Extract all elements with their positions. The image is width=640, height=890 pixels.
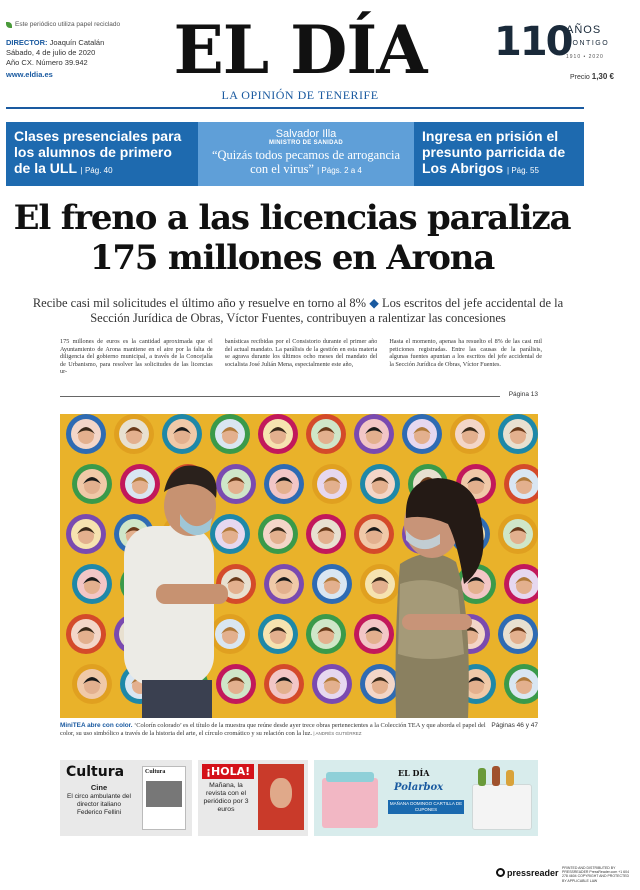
teaser-illa[interactable] xyxy=(198,122,414,186)
photo-illustration xyxy=(60,414,538,718)
pressreader-footer xyxy=(496,862,636,886)
caption-page-ref[interactable]: Páginas 46 y 47 xyxy=(491,722,538,729)
bottle-icon xyxy=(478,768,486,786)
cooler-white-image xyxy=(472,784,532,830)
article-column-1: 175 millones de euros es la cantidad aproximada que el Ayuntamiento de Arona mantiene en el aire por la falta de diligencia del gobierno municipal, a través de la Concejalía de Urbanismo, para resolver las solicitudes de las licencias ur- xyxy=(60,338,213,376)
masthead-divider xyxy=(6,107,584,109)
ad-offer: MAÑANA DOMINGO CARTILLA DE CUPONES xyxy=(389,801,463,812)
cultura-cover-thumbnail: Cultura xyxy=(142,766,186,830)
article-body xyxy=(60,338,542,382)
leaf-icon xyxy=(6,22,12,28)
teaser-person-name: Salvador Illa xyxy=(275,128,337,140)
director-line: DIRECTOR: Joaquín Catalán xyxy=(6,38,105,47)
masthead xyxy=(0,0,640,110)
issue-date: Sábado, 4 de julio de 2020 xyxy=(6,48,96,57)
bottom-promos xyxy=(60,760,538,836)
anniversary-years: 1910 • 2020 xyxy=(566,54,604,60)
pressreader-icon xyxy=(496,868,505,877)
divider xyxy=(60,396,500,397)
teaser-quote: “Quizás todos pecamos de arrogancia con el virus” | Págs. 2 a 4 xyxy=(211,148,401,176)
promo-hola[interactable] xyxy=(198,760,308,836)
photo-caption: Páginas 46 y 47 MiniTEA abre con color. ‘Colorín colorado’ es el título de la muestra que reúne desde ayer trece obras pertenecientes a la Colección TEA y que aborda el papel del color, su uso simbólico a través de la historia del arte, el círculo cromático y su relación con la luz. | ANDRÉS GUTIÉRREZ xyxy=(60,722,538,737)
promo-polarbox-ad[interactable] xyxy=(314,760,538,836)
article-column-3: Hasta el momento, apenas ha resuelto el 8% de las casi mil peticiones registradas. Entre las causas de la parálisis, algunas fuentes apuntan a los escritos del jefe accidental de la Sección Jurídica de Obras, Víctor Fuentes. xyxy=(389,338,543,368)
bottle-icon xyxy=(492,766,500,786)
ad-brand: EL DÍA xyxy=(398,768,430,778)
anniversary-number: 110 xyxy=(494,19,572,65)
promo-cultura-text: Cine El circo ambulante del director italiano Federico Fellini xyxy=(67,783,131,816)
article-column-2: banísticas recibidas por el Consistorio durante el primer año del actual mandato. La parálisis de la gestión en esta materia se agrava durante los últimos ocho meses del mandato del socialista José Julián Mena, especialmente este año, xyxy=(224,338,378,368)
article-page-ref[interactable]: Página 13 xyxy=(60,391,538,401)
diamond-icon: ◆ xyxy=(369,296,379,310)
anniversary-sub: CONTIGO xyxy=(566,40,610,47)
cover-portrait xyxy=(270,778,292,808)
pressreader-small-print: PRINTED AND DISTRIBUTED BY PRESSREADER PressReader.com +1 604 278 4604 COPYRIGHT AND PROTECTED BY APPLICABLE LAW xyxy=(562,866,630,883)
issue-number: Año CX. Número 39.942 xyxy=(6,58,88,67)
hola-magazine-cover xyxy=(258,764,304,830)
hola-logo: ¡HOLA! xyxy=(202,764,254,779)
eco-tagline: Este periódico utiliza papel reciclado xyxy=(6,20,156,30)
website-link[interactable]: www.eldia.es xyxy=(6,70,53,79)
newspaper-logo[interactable]: EL DÍA xyxy=(173,11,427,89)
anniversary-badge xyxy=(494,20,614,80)
promo-cultura-title: Cultura xyxy=(66,764,125,780)
masthead-info xyxy=(6,20,156,80)
promo-cultura[interactable] xyxy=(60,760,192,836)
main-photo xyxy=(60,414,538,718)
newspaper-slogan: LA OPINIÓN DE TENERIFE xyxy=(221,88,379,102)
cover-photo xyxy=(146,781,182,807)
bottle-icon xyxy=(506,770,514,786)
teaser-bar xyxy=(6,122,584,186)
cooler-pink-image xyxy=(322,778,378,828)
main-subhead: Recibe casi mil solicitudes el último año y resuelve en torno al 8% ◆ Los escritos del jefe accidental de la Sección Jurídica de Obras, Víctor Fuentes, contribuyen a ralentizar las concesiones xyxy=(32,296,564,325)
pressreader-logo[interactable]: pressreader xyxy=(496,868,559,878)
teaser-person-role: MINISTRO DE SANIDAD xyxy=(268,140,344,146)
cooler-lid xyxy=(326,772,374,782)
teaser-prison[interactable]: Ingresa en prisión el presunto parricida de Los Abrigos | Pág. 55 xyxy=(414,122,584,186)
promo-hola-text: Mañana, la revista con el periódico por 3 euros xyxy=(203,782,249,813)
price: Precio 1,30 € xyxy=(569,72,614,81)
ad-product: Polarbox xyxy=(394,782,444,793)
main-headline[interactable]: El freno a las licencias paraliza 175 millones en Arona xyxy=(13,198,571,278)
teaser-ull[interactable]: Clases presenciales para los alumnos de primero de la ULL | Pág. 40 xyxy=(6,122,198,186)
anniversary-label: AÑOS xyxy=(566,24,602,36)
